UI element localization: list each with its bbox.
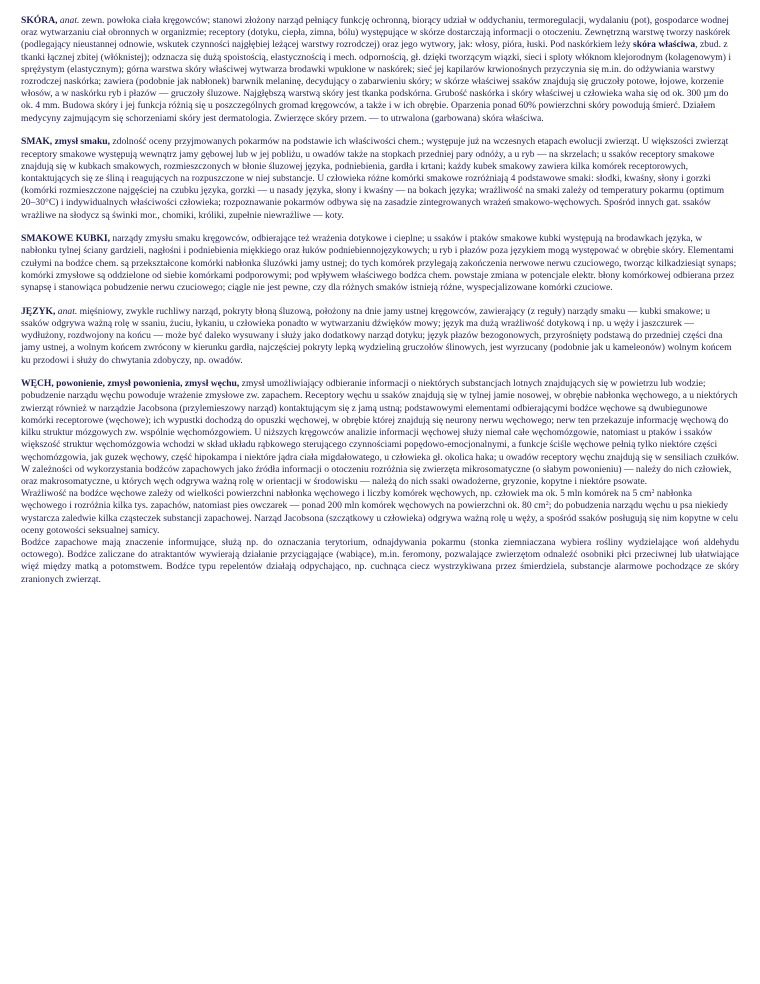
entry-skora — [21, 15, 739, 125]
entry-body: zmysł umożliwiający odbieranie informacji o niektórych substancjach lotnych znajdujących się w powietrzu lub wodzie; pobudzenie narządu węchu powoduje wrażenie zmysłowe zw. zapachem. Receptory węchu u ssaków znajdują się w tylnej jamie nosowej, w obrębie nabłonka węchowego, a u niektórych zwierząt również w narządzie Jacobsona (przylemieszowy narząd) kontaktującym się z jamą ustną; podstawowymi elementami odbierającymi bodźce węchowe są dwubiegunowe komórki receptorowe (węchowe); ich wypustki dochodzą do opuszki węchowej, w obrębie której znajdują się neurony nerwu węchowego; nerw ten przekazuje informację węchową do kilku struktur mózgowych zw. wspólnie węchomózgowiem. U niższych kręgowców analizie informacji węchowej służy niemal całe węchomózgowie, natomiast u ptaków i ssaków większość struktur węchomózgowia wchodzi w skład układu rąbkowego sterującego czynnościami popędowo-emocjonalnymi, a funkcje ściśle węchowe pełnią tylko niektóre części węchomózgowia, jak guzek węchowy, część hipokampa i niektóre jądra ciała migdałowatego, u człowieka gł. okolica haka; u owadów receptory węchu znajdują się w sensiliach czułków. W zależności od wykorzystania bodźców zapachowych jako źródła informacji o otoczeniu rozróżnia się zwierzęta mikrosomatyczne (o słabym powonieniu) — należy do nich człowiek, oraz makrosomatyczne, u których węch odgrywa ważną rolę w orientacji w środowisku — należą do nich ssaki owadożerne, gryzonie, kopytne i niektóre psowate. — [21, 378, 739, 487]
entry-body: , zbud. z tkanki łącznej zbitej (włóknistej); odznacza się dużą spoistością, elastycznością i mech. odpornością, gł. dzięki tworzącym wiązki, sieci i sploty włóknom klejorodnym (kolagenowym) i sprężystym (elastycznym); górna warstwa skóry właściwej wytwarza brodawki wpuklone w naskórek; sieć jej kapilarów krwionośnych przyczynia się m.in. do odżywiania warstwy rozrodczej naskórka; zawiera (podobnie jak nabłonek) barwnik melaninę, decydujący o zabarwieniu skóry; w skórze właściwej ssaków znajdują się gruczoły potowe, łojowe, korzenie włosów, a w naskórku ryb i płazów — gruczoły śluzowe. Najgłębszą warstwą skóry jest tkanka podskórna. Grubość naskórka i skóry właściwej u człowieka waha się od ok. 300 µm do ok. 4 mm. Budowa skóry i jej funkcja różnią się u poszczególnych gromad kręgowców, a także i w ich obrębie. Oparzenia ponad 60% powierzchni skóry powodują śmierć. Działem medycyny zajmującym się schorzeniami skóry jest dermatologia. Zwierzęce skóry przem. — to utrwalona (garbowana) skóra właściwa. — [21, 39, 731, 124]
entry-body: narządy zmysłu smaku kręgowców, odbierające też wrażenia dotykowe i cieplne; u ssaków i ptaków smakowe kubki występują na brodawkach języka, w nabłonku tylnej ściany gardzieli, nagłośni i podniebienia miękkiego oraz łuków podniebiennojęzykowych; u ryb i płazów poza językiem mogą występować w obrębie skóry. Elementami czułymi na bodźce chem. są przekształcone komórki nabłonka śluzówki jamy ustnej; do tych komórek przylegają zakończenia nerwowe nerwu czuciowego, tworząc kilkadziesiąt synaps; komórki zmysłowe są oddzielone od siebie komórkami podporowymi; pod wpływem właściwego bodźca chem. powstaje zmiana w potencjale elektr. błony komórkowej odbierana przez synapsę i stanowiąca pobudzenie nerwu czuciowego; ciągle nie jest pewne, czy dla różnych smaków istnieją różne, wyspecjalizowane komórki czuciowe. — [21, 233, 737, 294]
entry-text — [21, 136, 739, 221]
entry-body: ; do pobudzenia narządu węchu u psa niekiedy wystarcza zaledwie kilka cząsteczek substancji zapachowej. Narząd Jacobsona (szczątkowy u człowieka) odgrywa ważną rolę u węży, a spośród ssaków posługują się nim kopytne w celu oceny gotowości seksualnej samicy. — [21, 500, 739, 536]
superscript: 2 — [545, 501, 549, 508]
entry-text — [21, 233, 739, 294]
entry-term: SMAKOWE KUBKI, — [21, 233, 111, 245]
entry-abbreviation: anat. — [57, 305, 78, 317]
entry-text — [21, 306, 739, 367]
entry-smak — [21, 136, 739, 221]
entry-term: skóra właściwa — [633, 39, 696, 51]
entry-text — [21, 15, 739, 125]
entry-body: nabłonka węchowego i rozróżnia kilka tys. zapachów, natomiast pies owczarek — ponad 200 mln komórek węchowych na powierzchni ok. 80 cm — [21, 488, 693, 512]
entry-smakowe-kubki — [21, 233, 739, 294]
entry-term: JĘZYK, — [21, 305, 56, 317]
entry-body: Wrażliwość na bodźce węchowe zależy od wielkości powierzchni nabłonka węchowego i liczby komórek węchowych, np. człowiek ma ok. 5 mln komórek na 5 cm — [21, 488, 652, 500]
entry-text — [21, 378, 739, 488]
entry-term: WĘCH, powonienie, zmysł powonienia, zmysł węchu, — [21, 378, 240, 390]
entry-body: mięśniowy, zwykle ruchliwy narząd, pokryty błoną śluzową, położony na dnie jamy ustnej kręgowców, zawierający (z reguły) narządy smaku — kubki smakowe; u ssaków odgrywa ważną rolę w ssaniu, żuciu, łykaniu, u człowieka ponadto w wytwarzaniu dźwięków mowy; język ma dużą wrażliwość dotykową i np. u węży i jaszczurek — wydłużony, rozdwojony na końcu — może być daleko wysuwany i służy jako dodatkowy narząd dotyku; język płazów bezogonowych, przyrośnięty podstawą do przedniej części dna jamy ustnej, a wolnym końcem zwrócony w kierunku gardła, najczęściej pokryty lepką wydzieliną gruczołów ślinowych, jest wyrzucany (podobnie jak u kameleonów) wolnym końcem ku przodowi i służy do chwytania zdobyczy, np. owadów. — [21, 305, 732, 366]
entry-wech — [21, 378, 739, 585]
entry-text — [21, 537, 739, 586]
entry-text — [21, 488, 739, 537]
entry-body: zdolność oceny przyjmowanych pokarmów na podstawie ich właściwości chem.; występuje już na wczesnych etapach ewolucji zwierząt. U większości zwierząt receptory smakowe występują wewnątrz jamy gębowej lub w jej pobliżu, u owadów także na stopkach przedniej pary odnóży, a u ryb — na skrzelach; u ssaków receptory smakowe znajdują się w kubkach smakowych, rozmieszczonych w błonie śluzowej języka, podniebienia, gardła i krtani; każdy kubek smakowy zawiera kilka komórek receptorowych, kontaktujących się ze śliną i reagujących na rozpuszczone w niej substancje. U człowieka różne komórki smakowe rozróżniają 4 podstawowe smaki: słodki, kwaśny, słony i gorzki (komórki rozmieszczone najgęściej na czubku języka, gorzki — u nasady języka, słony i kwaśny — na bokach języka; wrażliwość na smaki zależy od temperatury pokarmu (optimum 20–30°C) i indywidualnych właściwości człowieka; rozpoznawanie pokarmów odbywa się na zasadzie zintegrowanych wrażeń smakowo-węchowych. Spośród innych gat. ssaków wrażliwe na słodycz są świnki mor., chomiki, króliki, zupełnie niewrażliwe — koty. — [21, 136, 729, 221]
entry-term: SKÓRA, — [21, 15, 58, 26]
superscript: 2 — [651, 489, 655, 496]
entry-jezyk — [21, 306, 739, 367]
entry-body: zewn. powłoka ciała kręgowców; stanowi złożony narząd pełniący funkcję ochronną, biorący udział w oddychaniu, termoregulacji, wydalaniu (pot), gospodarce wodnej oraz wytwarzaniu ciał obronnych w organizmie; receptory (dotyku, ciepła, zimna, bólu) występujące w skórze dostarczają informacji o otoczeniu. Zewnętrzną warstwę tworzy naskórek (podlegający nieustannej odnowie, wskutek czynności najgłębiej leżącej warstwy rozrodczej) oraz jego wytwory, jak: włosy, pióra, łuski. Pod naskórkiem leży — [21, 15, 731, 51]
entry-term: SMAK, zmysł smaku, — [21, 136, 111, 148]
entry-abbreviation: anat. — [59, 15, 80, 26]
entry-body: Bodźce zapachowe mają znaczenie informujące, służą np. do oznaczania terytorium, odnajdywania pokarmu (stonka ziemniaczana wybiera rośliny wydzielające woń aldehydu octowego). Bodźce zaliczane do atraktantów wywierają działanie przyciągające (wabiące), m.in. feromony, pozwalające zwierzętom odnaleźć osobniki płci przeciwnej lub ułatwiające więź między matką a potomstwem. Bodźce typu repelentów działają odpychająco, np. cuchnąca ciecz wystrzykiwana przez śmierdziela, substancje alarmowe pochodzące ze skóry zranionych zwierząt. — [21, 536, 739, 585]
